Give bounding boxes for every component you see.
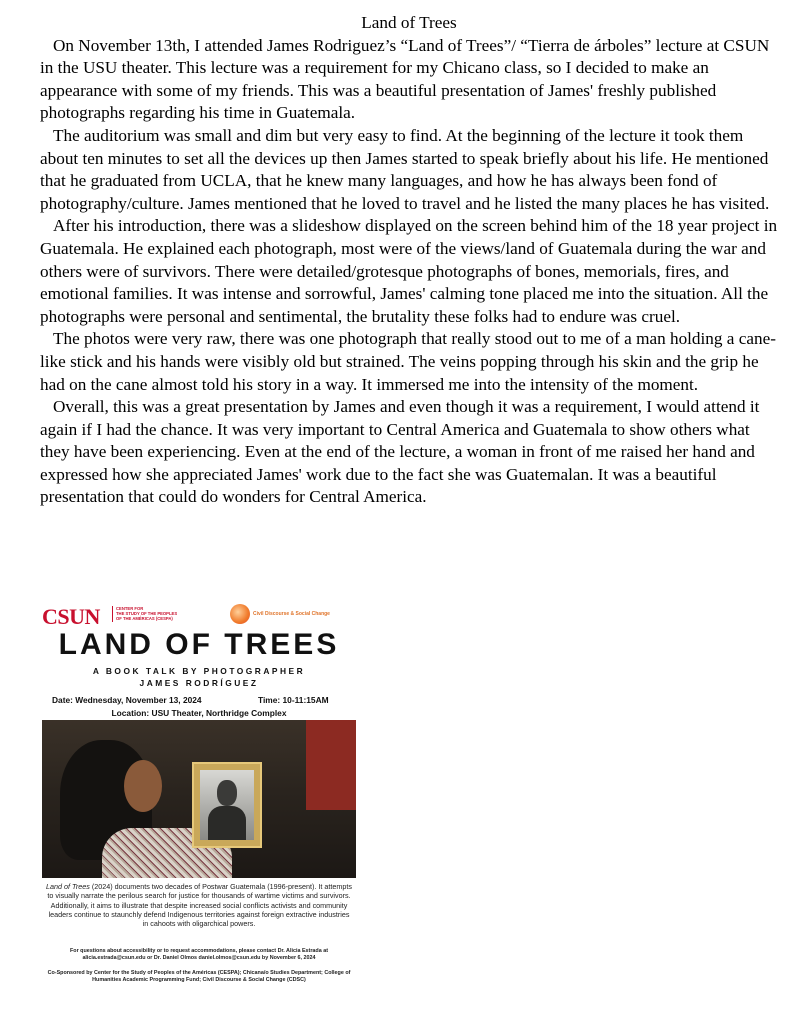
portrait-body: [208, 806, 246, 840]
event-flyer: [40, 594, 358, 1006]
flyer-date: Date: Wednesday, November 13, 2024: [52, 695, 202, 705]
description-text: (2024) documents two decades of Postwar Guatemala (1996-present). It attempts to visually narrate the perilous search for justice for thousands of wartime victims and survivors. Additionally, it aims to illustrate that despite increased social conflicts activists and community leaders continue to staunchly defend Indigenous territories against foreign extractive industries in cahoots with oligarchical powers.: [47, 882, 352, 929]
cdsc-logo-icon: [230, 604, 250, 624]
csun-logo: CSUN: [42, 604, 100, 629]
photo-portrait: [200, 770, 254, 840]
photo-portrait-frame: [192, 762, 262, 848]
book-title: Land of Trees: [46, 882, 90, 891]
photo-red-wall: [306, 720, 356, 810]
photo-woman-face: [124, 760, 162, 812]
flyer-title: LAND OF TREES: [58, 628, 340, 661]
cespa-line-1: CENTER FOR: [116, 606, 144, 611]
essay: [40, 12, 778, 509]
flyer-header: [40, 598, 358, 630]
essay-title: Land of Trees: [361, 13, 457, 32]
flyer-speaker: JAMES RODRÍGUEZ: [139, 678, 259, 688]
essay-paragraph-5: Overall, this was a great presentation by James and even though it was a requirement, I would attend it again if I had the chance. It was very important to Central America and Guatemala to show others what they have been experiencing. Even at the end of the lecture, a woman in front of me raised her hand and expressed how she appreciated James' work due to the fact she was Guatemalan. It was a beautiful presentation that could do wonders for Central America.: [40, 397, 760, 507]
essay-paragraph-2: The auditorium was small and dim but very easy to find. At the beginning of the lecture it took them about ten minutes to set all the devices up then James started to speak briefly about his life. He mentioned that he graduated from UCLA, that he knew many languages, and how he has always been fond of photography/culture. James mentioned that he loved to travel and he listed the many places he has visited.: [40, 125, 770, 213]
cdsc-name: Civil Discourse & Social Change: [253, 611, 330, 617]
portrait-head: [217, 780, 237, 806]
essay-paragraph-3: After his introduction, there was a slideshow displayed on the screen behind him of the 18 year project in Guatemala. He explained each photograph, most were of the views/land of Guatemala during the war and others were of survivors. There were detailed/grotesque photographs of bones, memorials, fires, and emotional families. It was intense and sorrowful, James' calming tone placed me into the situation. All the photographs were personal and sentimental, the brutality these folks had to endure was cruel.: [40, 216, 778, 326]
flyer-photo: [42, 720, 356, 878]
flyer-time: Time: 10-11:15AM: [258, 695, 329, 705]
flyer-cosponsors: Co-Sponsored by Center for the Study of Peoples of the Américas (CESPA); Chicana/o Studies Department; College of Humanities Academic Programming Fund; Civil Discourse & Social Change (CDSC): [47, 970, 351, 983]
flyer-location: Location: USU Theater, Northridge Complex: [111, 708, 287, 718]
flyer-contact: For questions about accessibility or to request accommodations, please contact Dr. Alicia Estrada at alicia.estrada@csun.edu or Dr. Daniel Olmos daniel.olmos@csun.edu by November 6, 2024: [69, 948, 329, 961]
flyer-description: [46, 882, 352, 928]
essay-paragraph-4: The photos were very raw, there was one photograph that really stood out to me of a man holding a cane-like stick and his hands were visibly old but strained. The veins popping through his skin and the grip he had on the cane almost told his story in a way. It immersed me into the intensity of the moment.: [40, 329, 776, 394]
cespa-line-2: THE STUDY OF THE PEOPLES: [116, 611, 178, 617]
essay-paragraph-1: On November 13th, I attended James Rodriguez’s “Land of Trees”/ “Tierra de árboles” lecture at CSUN in the USU theater. This lecture was a requirement for my Chicano class, so I decided to make an appearance with some of my friends. This was a beautiful presentation of James' freshly published photographs regarding his time in Guatemala.: [40, 35, 770, 123]
cespa-line-3: OF THE AMÉRICAS (CESPA): [116, 616, 173, 622]
flyer-subtitle: A BOOK TALK BY PHOTOGRAPHER: [92, 666, 306, 676]
cespa-logo-text: [112, 606, 202, 622]
